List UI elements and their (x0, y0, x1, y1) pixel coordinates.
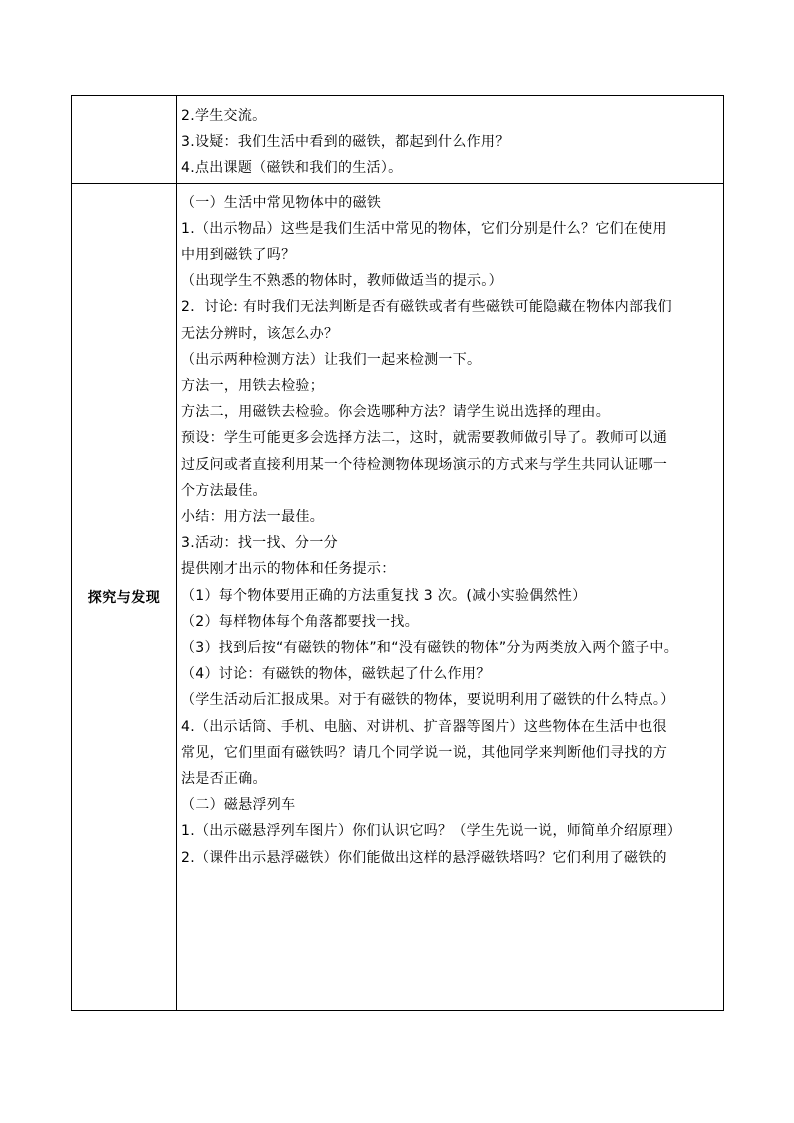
text-line: （出示两种检测方法）让我们一起来检测一下。 (181, 351, 482, 368)
text-line: 3.活动：找一找、分一分 (181, 535, 338, 552)
row2-content-cell (177, 183, 724, 1010)
table-row (72, 96, 724, 184)
text-line: 常见，它们里面有磁铁吗？请几个同学说一说，其他同学来判断他们寻找的方 (181, 744, 668, 761)
row1-label-cell (72, 96, 177, 184)
text-line: 4.（出示话筒、手机、电脑、对讲机、扩音器等图片）这些物体在生活中也很 (181, 718, 667, 735)
text-line: 4.点出课题（磁铁和我们的生活）。 (181, 160, 403, 177)
text-line: 方法二，用磁铁去检验。你会选哪种方法？请学生说出选择的理由。 (181, 404, 610, 421)
text-line: 3.设疑：我们生活中看到的磁铁，都起到什么作用？ (181, 134, 510, 151)
text-line: 2.学生交流。 (181, 108, 267, 124)
row2-label: 探究与发现 (87, 589, 161, 606)
row1-content-cell (177, 96, 724, 184)
table-row (72, 183, 724, 1010)
text-line: 提供刚才出示的物体和任务提示： (181, 561, 396, 578)
text-line: 小结：用方法一最佳。 (181, 509, 324, 526)
text-line: （出现学生不熟悉的物体时，教师做适当的提示。） (181, 273, 503, 290)
text-line: 个方法最佳。 (181, 482, 267, 499)
text-line: （二）磁悬浮列车 (181, 797, 296, 814)
text-line: 中用到磁铁了吗？ (181, 247, 296, 264)
lesson-plan-table (71, 95, 724, 1011)
text-line: 过反问或者直接利用某一个待检测物体现场演示的方式来与学生共同认证哪一 (181, 456, 668, 473)
text-line: 无法分辨时，该怎么办？ (181, 325, 339, 342)
text-line: 1.（出示磁悬浮列车图片）你们认识它吗？（学生先说一说，师简单介绍原理） (181, 823, 682, 840)
text-line: （1）每个物体要用正确的方法重复找 3 次。(减小实验偶然性） (181, 587, 587, 604)
text-line: 方法一，用铁去检验； (181, 378, 324, 395)
text-line: 1.（出示物品）这些是我们生活中常见的物体，它们分别是什么？它们在使用 (181, 220, 667, 237)
text-line: （3）找到后按“有磁铁的物体”和“没有磁铁的物体”分为两类放入两个篮子中。 (181, 640, 679, 657)
text-line: （4）讨论：有磁铁的物体，磁铁起了什么作用？ (181, 666, 491, 683)
text-line: 2.（课件出示悬浮磁铁）你们能做出这样的悬浮磁铁塔吗？它们利用了磁铁的 (181, 849, 667, 866)
text-line: 预设：学生可能更多会选择方法二，这时，就需要教师做引导了。教师可以通 (181, 430, 668, 447)
row2-content (177, 184, 723, 871)
row2-label-cell (72, 183, 177, 1010)
row1-content (177, 96, 723, 183)
text-line: （一）生活中常见物体中的磁铁 (181, 194, 382, 211)
text-line: （学生活动后汇报成果。对于有磁铁的物体，要说明利用了磁铁的什么特点。） (181, 692, 675, 709)
text-line: 法是否正确。 (181, 771, 267, 788)
text-line: （2）每样物体每个角落都要找一找。 (181, 613, 420, 630)
text-line: 2．讨论: 有时我们无法判断是否有磁铁或者有些磁铁可能隐藏在物体内部我们 (181, 299, 672, 316)
